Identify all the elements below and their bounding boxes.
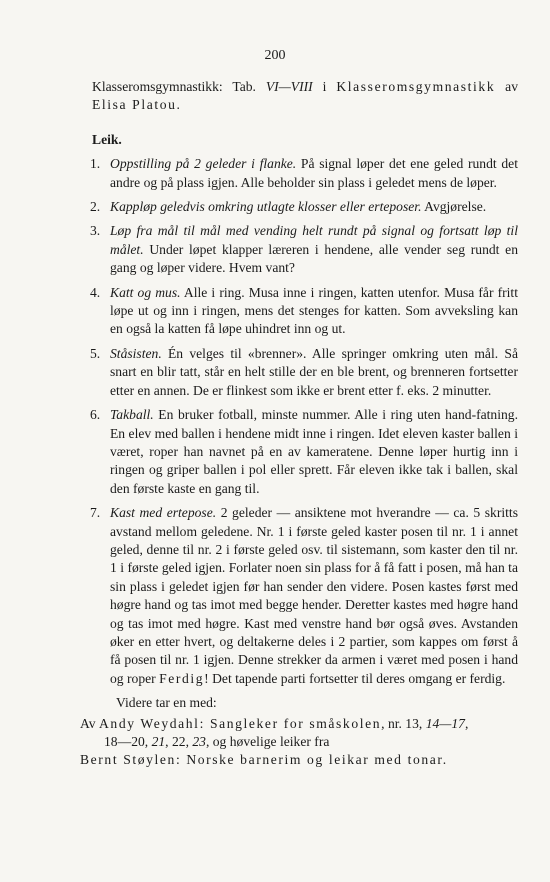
item-number: 4. xyxy=(90,284,101,300)
item-title: Oppstilling på 2 geleder i flanke. xyxy=(110,156,297,172)
item-title: Takball. xyxy=(110,407,154,423)
item-number: 1. xyxy=(90,156,101,172)
item-title: Katt og mus. xyxy=(110,284,181,300)
list-item xyxy=(92,504,518,688)
section-heading: Leik. xyxy=(92,131,122,147)
item-text xyxy=(110,198,518,216)
intro-end: . xyxy=(176,97,180,113)
list-item xyxy=(92,222,518,277)
reference-line-3 xyxy=(80,751,518,769)
intro-by: av xyxy=(495,79,519,94)
intro-author: Elisa Platou xyxy=(92,97,177,113)
item-text xyxy=(110,504,518,688)
item-spaced-word: Ferdig xyxy=(159,670,205,686)
item-body-a: 2 geleder — ansiktene mot hverandre — ca. 5 skritts avstand mellom geledene. Nr. 1 i første geled kaster posen til nr. 1 i annet geled, denne til nr. 2 i første geled osv. til sistemann, som kaster den til nr. 1 i første geled igjen. Forlater noen sin plass for å få fatt i posen, må han ta sin plass i geledet igjen før han sender den videre. Posen kastes først med høgre hand og tas imot med begge hender. Deretter kastes med høgre hand og tas imot med høgre. Kast med venstre hand bør også øves. Avstanden øker en etter hvert, og deltakerne deles i 2 partier, som kappes om først å få posen til nr. 1 igjen. Denne strekker da armen i været med posen i hand og roper xyxy=(110,505,518,686)
page-number: 200 xyxy=(264,48,286,63)
item-body-b: ! Det tapende parti fortsetter til deres omgang er ferdig. xyxy=(204,670,506,686)
ref-part-c: , og høvelige leiker fra xyxy=(205,734,330,749)
reference-line-2 xyxy=(80,733,518,751)
item-number: 6. xyxy=(90,407,101,423)
ref-part-a: 18—20, xyxy=(104,734,152,749)
list-item xyxy=(92,284,518,339)
item-text xyxy=(110,345,518,400)
ref-title-2: : Norske barnerim og leikar med tonar. xyxy=(175,752,448,768)
item-text xyxy=(110,406,518,498)
item-number: 5. xyxy=(90,345,101,361)
item-text xyxy=(110,284,518,339)
ref-comma: , xyxy=(464,715,469,731)
ref-prefix: Av xyxy=(80,715,100,731)
item-title: Løp fra mål til mål med vending helt rundt på signal og fortsatt løp til målet. xyxy=(110,223,518,257)
item-title: Ståsisten. xyxy=(110,345,162,361)
list-item xyxy=(92,406,518,498)
item-body: Avgjørelse. xyxy=(421,199,487,215)
ref-italic-1: 14—17 xyxy=(425,715,465,731)
item-number: 7. xyxy=(90,505,101,521)
item-body: Alle i ring. Musa inne i ringen, katten utenfor. Musa får fritt løpe ut og inn i ringen, mens det stenges for katten. Som avveksling kan en også la katten få løpe uhindret inn og ut. xyxy=(110,284,518,337)
list-item xyxy=(92,155,518,192)
ref-italic-2: 21 xyxy=(151,734,166,749)
item-body: På signal løper det ene geled rundt det andre og på plass igjen. Alle beholder sin plass i geledet mens de løper. xyxy=(110,156,518,190)
also-line: Videre tar en med: xyxy=(116,695,217,711)
item-body: Én velges til «brenner». Alle springer omkring uten mål. Så snart en blir tatt, står en helt stille der en ble brent, og brenneren fortsetter etter en annen. De er flinkest som ikke er brent etter f. eks. 2 minutter. xyxy=(110,345,518,398)
item-title: Kast med ertepose. xyxy=(110,505,217,521)
item-number: 3. xyxy=(90,223,101,239)
list-item xyxy=(92,345,518,400)
ref-author-2: Bernt Støylen xyxy=(80,752,176,768)
intro-middle: i xyxy=(312,79,337,94)
reference-line-1 xyxy=(80,715,518,733)
page-body xyxy=(80,78,519,770)
item-body: Under løpet klapper læreren i hendene, alle vender seg rundt en gang og løper videre. Hvem vant? xyxy=(110,241,518,276)
item-title: Kappløp geledvis omkring utlagte klosser eller erteposer. xyxy=(110,199,422,215)
intro-prefix: Klasseromsgymnastikk: Tab. xyxy=(92,79,266,94)
item-text xyxy=(110,222,518,277)
ref-nr: , nr. 13, xyxy=(381,715,426,731)
ref-author-1: Andy Weydahl xyxy=(99,715,200,731)
ref-part-b: , 22, xyxy=(165,734,193,749)
item-body: En bruker fotball, minste nummer. Alle i ring uten hand-fatning. En elev med ballen i hendene midt inne i ringen. Idet eleven kaster ballen i været, roper han navnet på en av kameratene. Denne løper hurtig inn i ringen og griper ballen i pol eller sprett. Får eleven ikke tak i ballen, skal den første kaste en gang til. xyxy=(110,407,518,496)
tab-range: VI—VIII xyxy=(265,79,313,94)
item-number: 2. xyxy=(90,199,101,215)
item-text xyxy=(110,155,518,192)
intro-paragraph xyxy=(92,78,518,115)
intro-book: Klasseromsgymnastikk xyxy=(336,79,496,94)
ref-title-1: : Sangleker for småskolen xyxy=(199,715,382,731)
list-item xyxy=(92,198,518,216)
ref-italic-3: 23 xyxy=(192,734,206,749)
reference-list xyxy=(80,715,518,770)
